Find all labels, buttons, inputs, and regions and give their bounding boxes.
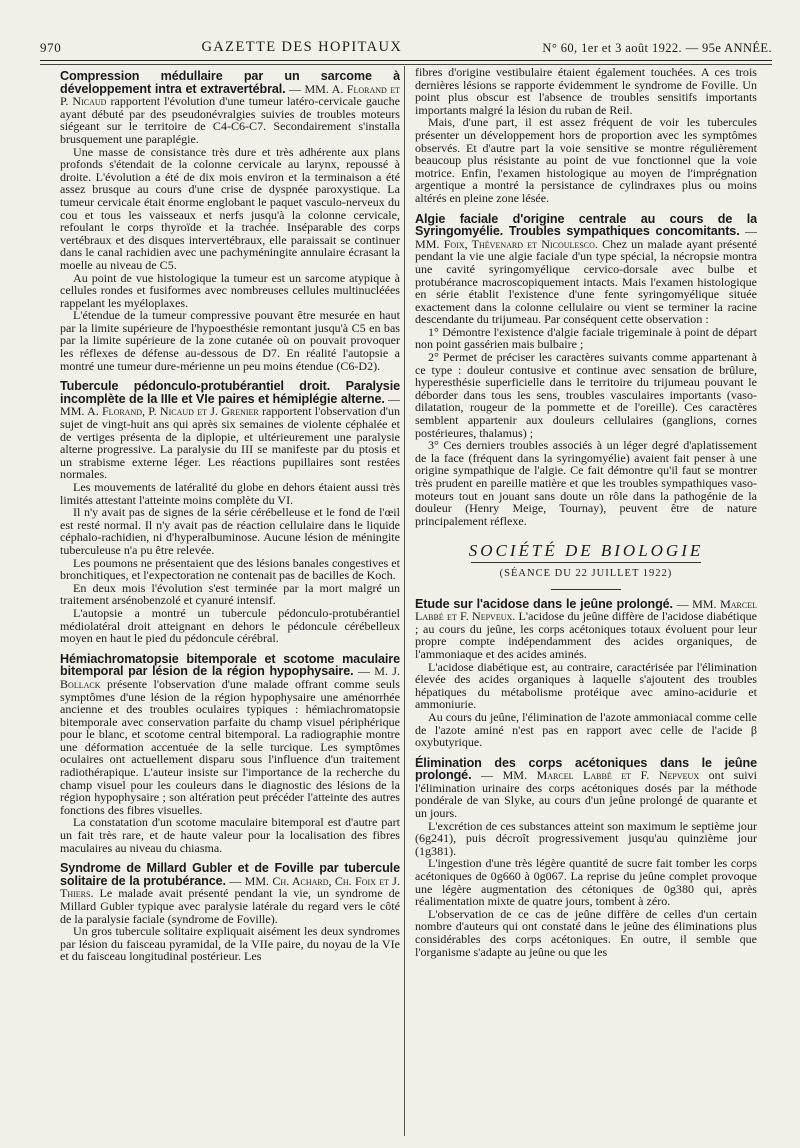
article-authors: — M. J. Bollack bbox=[60, 664, 400, 691]
right-column bbox=[415, 66, 757, 1136]
article-title: Algie faciale d'origine centrale au cours de la Syringomyélie. Troubles sympathiques concomitants. bbox=[415, 211, 757, 239]
issue-info: N° 60, 1er et 3 août 1922. — 95e ANNÉE. bbox=[542, 41, 772, 55]
paragraph: rapportent l'évolution d'une tumeur latéro-cervicale gauche ayant débuté par des pseudonévralgies suivies de troubles moteurs siégeant sur le territoire de C4-C6-C7. Secondairement s'installa brusquement une paraplégie. bbox=[60, 94, 400, 146]
article-title: Élimination des corps acétoniques dans le jeûne prolongé. bbox=[415, 755, 757, 783]
article-corps-acetoniques bbox=[415, 757, 757, 820]
paragraph: fibres d'origine vestibulaire étaient également touchées. A ces trois dernières lésions se rapporte évidemment le syndrome de Foville. Un point plus obscur est l'absence de troubles sensitifs importants importants malgré la lésion du ruban de Reil. bbox=[415, 66, 757, 117]
paragraph: Au point de vue histologique la tumeur est un sarcome atypique à cellules rondes et fusiformes avec nombreuses cellules multinucléées rappelant les myéloplaxes. bbox=[60, 270, 400, 310]
article-algie-faciale bbox=[415, 213, 757, 326]
paragraph: Le malade avait présenté pendant la vie, un syndrome de Millard Gubler typique avec paralysie latérale du regard vers le côté de la paralysie faciale (syndrome de Foville). bbox=[60, 886, 400, 926]
section-title: SOCIÉTÉ DE BIOLOGIE bbox=[468, 541, 704, 561]
article-title: Syndrome de Millard Gubler et de Foville par tubercule solitaire de la protubérance. bbox=[60, 861, 400, 888]
section-heading-block bbox=[415, 541, 757, 589]
left-column bbox=[60, 66, 400, 1136]
article-authors: — MM. Marcel Labbé et F. Nepveux bbox=[481, 768, 700, 783]
article-authors: — MM. Ch. Achard, Ch. Foix et J. Thiers. bbox=[60, 873, 400, 901]
paragraph: En deux mois l'évolution s'est terminée par la mort malgré un traitement arsénobenzolé et cyanuré intensif. bbox=[60, 580, 400, 608]
paragraph: Au cours du jeûne, l'élimination de l'azote ammoniacal comme celle de l'azote aminé n'est pas en rapport avec celle de l'acide β oxybutyrique. bbox=[415, 709, 757, 750]
article-authors: — MM. Foix, Thévenard et Nicoulesco. bbox=[415, 224, 757, 251]
paragraph: Une masse de consistance très dure et très adhérente aux plans profonds s'étendait de la colonne cervicale au larynx, repoussé à droite. L'évolution a été de dix mois environ et la terminaison a été assez brusque au cours d'une crise de dyspnée paroxystique. La tumeur cervicale était énorme englobant le paquet vasculo-nerveux du cou et tous les vaisseaux et nerfs jusqu'à la colonne cervicale, refoulant le corps thyroïde et la trachée. Inséparable des corps vertébraux et des disques intervertébraux, elle paraissait se continuer dans le canal rachidien avec une pachyméningite annulaire écrasant la moelle au niveau de C5. bbox=[60, 144, 400, 272]
header-rule-thin bbox=[40, 64, 772, 65]
paragraph: La constatation d'un scotome maculaire bitemporal est d'autre part un fait très rare, et de haute valeur pour la localisation des fibres maculaires au niveau du chiasma. bbox=[60, 815, 400, 855]
section-rule bbox=[471, 562, 701, 563]
paragraph: L'excrétion de ces substances atteint son maximum le septième jour (6g241), puis décroît progressivement jusqu'au quinzième jour (1g381). bbox=[415, 818, 757, 858]
column-divider bbox=[404, 66, 405, 1136]
paragraph: Chez un malade ayant présenté pendant la vie une algie faciale d'un type spécial, la nécropsie montra une cavité syringomyélique cervico-dorsale avec bulbe et protubérance macroscopiquement intacts. Mais l'examen histologique en série établit l'existence d'une fente syringomyélique située exactement dans la colonne cellulaire ou vient se terminer la racine descendante du trijumeau. Par conséquent cette observation : bbox=[415, 236, 757, 327]
section-subtitle: (SÉANCE DU 22 JUILLET 1922) bbox=[499, 567, 673, 579]
paragraph: L'acidose diabétique est, au contraire, caractérisée par l'élimination élevée des acides organiques à laquelle s'ajoutent des troubles hépatiques du métabolisme protéique avec amino-acidurie et ammoniurie. bbox=[415, 659, 757, 712]
page-header bbox=[40, 30, 772, 56]
journal-title: GAZETTE DES HOPITAUX bbox=[201, 39, 403, 55]
paragraph: rapportent l'observation d'un sujet de vingt-huit ans qui après six semaines de violente céphalée et de vertiges présenta de la diplopie, et ultérieurement une paralysie alterne progressive. La paralysie du III se manifeste par du ptosis et un strabisme externe léger. Les réactions pupillaires sont restées normales. bbox=[60, 404, 400, 482]
paragraph: Un gros tubercule solitaire expliquait aisément les deux syndromes par lésion du faisceau pyramidal, de la VIIe paire, du noyau de la VIe et du faisceau longitudinal postérieur. Les bbox=[60, 924, 400, 964]
paragraph: 1° Démontre l'existence d'algie faciale trigeminale à point de départ non point gassérien mais bulbaire ; bbox=[415, 324, 757, 352]
article-millard-gubler bbox=[60, 862, 400, 925]
paragraph: L'observation de ce cas de jeûne diffère de celles d'un certain nombre d'auteurs qui ont constaté dans le jeûne des éliminations plus considérables des corps acétoniques. En outre, il semble que l'organisme s'adapte au jeûne ou que les bbox=[415, 906, 757, 959]
paragraph: Les poumons ne présentaient que des lésions banales congestives et bronchitiques, et l'expectoration ne contenait pas de bacilles de Koch. bbox=[60, 555, 400, 583]
article-title: Etude sur l'acidose dans le jeûne prolongé. bbox=[415, 596, 673, 611]
article-hemiachromatopsie bbox=[60, 653, 400, 817]
paragraph: L'acidose du jeûne diffère de l'acidose diabétique ; au cours du jeûne, les corps acétoniques totaux évoluent pour leur propre compte indépendamment des acides organiques, de l'ammoniaque et des acides aminés. bbox=[415, 609, 757, 661]
article-tubercule-pedonculo bbox=[60, 380, 400, 481]
page-number: 970 bbox=[40, 40, 62, 55]
paragraph: L'autopsie a montré un tubercule pédonculo-protubérantiel médiolatéral droit atteignant en dehors le pédoncule cérébelleux moyen en haut le pied du pédoncule cérébral. bbox=[60, 605, 400, 646]
header-rule bbox=[40, 60, 772, 61]
paragraph: L'ingestion d'une très légère quantité de sucre fait tomber les corps acétoniques de 0g660 à 0g067. La reprise du jeûne complet provoque une légère augmentation des cétoniques de 0g380 qui, après réalimentation mixte de quatre jours, tombent à zéro. bbox=[415, 856, 757, 909]
section-rule-short bbox=[551, 589, 621, 590]
article-authors: — MM. A. Florand et P. Nicaud bbox=[60, 81, 400, 109]
paragraph: présente l'observation d'une malade offrant comme seuls symptômes d'une lésion de la région hypophysaire une aménorrhée ancienne et des troubles oculaires typiques : hémiachromatopsie bitemporale avec conservation parfaite du champ visuel périphérique pour le blanc, et scotome central bitemporal. La radiographie montre une déformation accentuée de la selle turcique. Les symptômes oculaires ont actuellement disparu sous l'influence d'un traitement radiothérapique. L'auteur insiste sur l'importance de la recherche du champ visuel pour les couleurs dans le diagnostic des lésions de la région hypophysaire ; son altération peut précéder l'atteinte des autres fonctions des fibres visuelles. bbox=[60, 676, 400, 817]
article-compression bbox=[60, 70, 400, 146]
paragraph: 3° Ces derniers troubles associés à un léger degré d'aplatissement de la face (fréquent dans la syringomyélie) avaient fait penser à une origine sympathique de l'algie. Ce fait démontre qu'il faut se montrer très prudent en pareille matière et que les troubles sympathiques vaso-moteurs tout en jouant sans doute un rôle dans la pathogénie de la douleur (Henry Meige, Tournay), peuvent être de nature principalement réflexe. bbox=[415, 438, 757, 528]
article-authors: — MM. Marcel Labbé et F. Nepveux. bbox=[415, 596, 757, 624]
article-authors: — MM. A. Florand, P. Nicaud et J. Grenier bbox=[60, 391, 400, 419]
paragraph: Les mouvements de latéralité du globe en dehors étaient aussi très limités attestant l'atteinte moins complète du VI. bbox=[60, 480, 400, 507]
paragraph: L'étendue de la tumeur compressive pouvant être mesurée en haut par la limite supérieure de l'hypoesthésie remontant jusqu'à C5 en bas par la limite supérieure de la zone cutanée où on pouvait provoquer les réflexes de défense au-dessous de D7. En réalité l'autopsie a montré une tumeur dure-mérienne un peu moins étendue (C6-D2). bbox=[60, 308, 400, 373]
article-acidose bbox=[415, 598, 757, 661]
article-title: Hémiachromatopsie bitemporale et scotome maculaire bitemporal par lésion de la région hypophysaire. bbox=[60, 651, 400, 679]
paragraph: Mais, d'une part, il est assez fréquent de voir les tubercules présenter un développement hors de proportion avec les symptômes observés. Et d'autre part la voie sensitive se montre régulièrement beaucoup plus résistante au point de vue fonctionnel que la voie motrice. Enfin, l'examen histologique au moyen de l'imprégnation argentique a montré la persistance de cylindraxes plus ou moins altérés en pleine zone lésée. bbox=[415, 115, 757, 205]
article-title: Tubercule pédonculo-protubérantiel droit. Paralysie incomplète de la IIIe et VIe paires et hémiplégie alterne. bbox=[60, 379, 400, 406]
paragraph: 2° Permet de préciser les caractères suivants comme appartenant à ce type : douleur contusive et continue avec sensation de brûlure, hyperesthésie superficielle dans le territoire du trijumeau pouvant le déborder dans tous les sens, troubles vasculaires importants (vaso-dilatation, rougeur de la pommette et de l'oreille). Ces caractères semblent appartenir aux douleurs cellulaires (ganglions, cornes postérieures, thalamus) ; bbox=[415, 350, 757, 440]
paragraph: Il n'y avait pas de signes de la série cérébelleuse et le fond de l'œil est resté normal. Il n'y avait pas de réaction cellulaire dans le liquide céphalo-rachidien, ni d'hyperalbuminose. Aucune lésion de méningite tuberculeuse n'a pu être relevée. bbox=[60, 505, 400, 557]
paragraph: ont suivi l'élimination urinaire des corps acétoniques dosés par la méthode pondérale de van Slyke, au cours d'un jeûne prolongé de quarante et un jours. bbox=[415, 768, 757, 821]
article-title: Compression médullaire par un sarcome à développement intra et extravertébral. bbox=[60, 69, 400, 96]
